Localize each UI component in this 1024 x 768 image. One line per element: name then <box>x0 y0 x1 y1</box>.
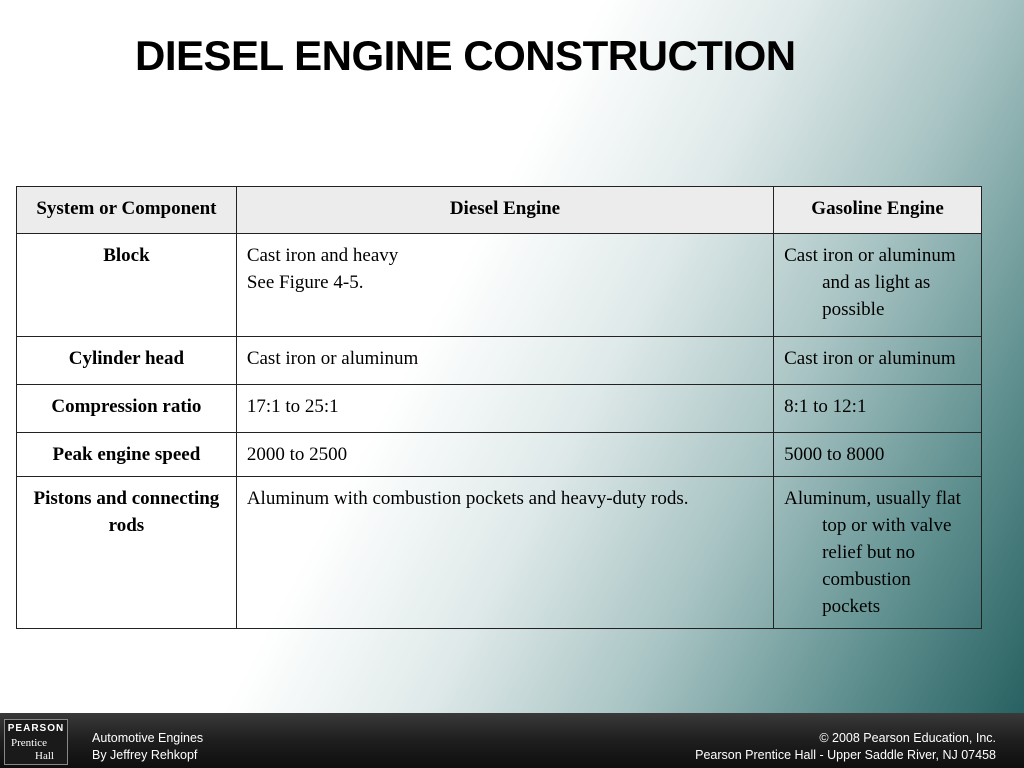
cell-diesel-line: See Figure 4-5. <box>246 272 364 293</box>
cell-gasoline <box>774 234 982 337</box>
table-row <box>17 433 982 477</box>
cell-gasoline-text: Cast iron or aluminum <box>784 348 956 369</box>
footer-book-title: Automotive Engines <box>92 731 204 745</box>
cell-gasoline <box>774 337 982 385</box>
cell-diesel <box>236 433 773 477</box>
cell-system: Block <box>17 234 237 337</box>
cell-diesel-line: Cast iron and heavy <box>246 245 399 266</box>
header-system: System or Component <box>17 187 237 234</box>
table-row <box>17 477 982 629</box>
cell-diesel-line: Cast iron or aluminum <box>246 348 419 369</box>
footer-book-info <box>92 730 203 764</box>
logo-text-pearson: PEARSON <box>7 723 65 734</box>
cell-system: Cylinder head <box>17 337 237 385</box>
cell-diesel <box>236 234 773 337</box>
cell-gasoline <box>774 477 982 629</box>
cell-gasoline-text: 5000 to 8000 <box>784 444 885 465</box>
cell-gasoline-text: Cast iron or aluminum and as light as possible <box>784 245 956 320</box>
cell-gasoline-text: 8:1 to 12:1 <box>784 396 867 417</box>
logo-text-prentice: Prentice <box>11 737 48 749</box>
cell-gasoline <box>774 433 982 477</box>
cell-diesel-line: 2000 to 2500 <box>246 444 348 465</box>
table-row <box>17 234 982 337</box>
footer-author: By Jeffrey Rehkopf <box>92 748 198 762</box>
logo-text-hall: Hall <box>35 750 54 762</box>
table-header-row <box>17 187 982 234</box>
footer-copyright <box>695 730 996 764</box>
slide-title: DIESEL ENGINE CONSTRUCTION <box>135 32 796 79</box>
footer-copyright-line: © 2008 Pearson Education, Inc. <box>819 731 996 745</box>
pearson-logo <box>4 719 68 765</box>
cell-system: Compression ratio <box>17 385 237 433</box>
cell-diesel-line: 17:1 to 25:1 <box>246 396 339 417</box>
cell-gasoline-text: Aluminum, usually flat top or with valve relief but no combustion pockets <box>784 488 961 617</box>
cell-diesel <box>236 477 773 629</box>
footer-publisher-line: Pearson Prentice Hall - Upper Saddle River, NJ 07458 <box>695 748 996 762</box>
slide-footer <box>0 713 1024 768</box>
table-row <box>17 337 982 385</box>
cell-system: Peak engine speed <box>17 433 237 477</box>
cell-diesel-line: Aluminum with combustion pockets and heavy-duty rods. <box>246 488 689 509</box>
cell-system: Pistons and connecting rods <box>17 477 237 629</box>
comparison-table <box>16 186 982 629</box>
table-row <box>17 385 982 433</box>
cell-diesel <box>236 385 773 433</box>
cell-gasoline <box>774 385 982 433</box>
header-diesel: Diesel Engine <box>236 187 773 234</box>
cell-diesel <box>236 337 773 385</box>
header-gasoline: Gasoline Engine <box>774 187 982 234</box>
